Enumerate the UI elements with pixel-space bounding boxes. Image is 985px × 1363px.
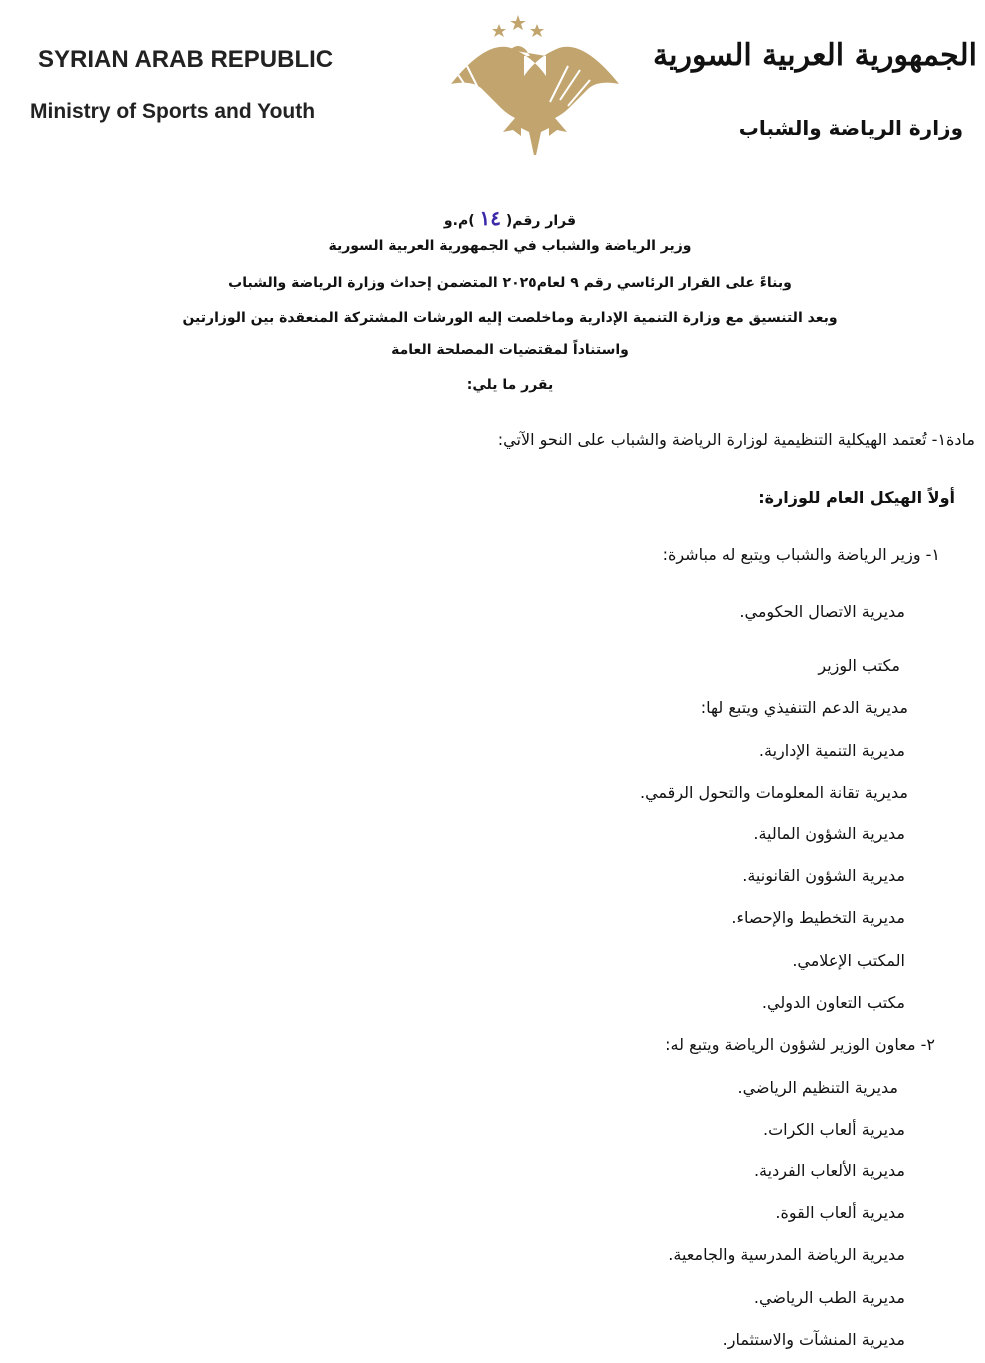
list-item: مديرية الاتصال الحكومي.	[739, 602, 905, 621]
country-name-en: SYRIAN ARAB REPUBLIC	[38, 46, 334, 73]
decision-line-2: وبناءً على القرار الرئاسي رقم ٩ لعام٢٠٢٥ المتضمن إحداث وزارة الرياضة والشباب	[228, 275, 792, 291]
list-item: مديرية الرياضة المدرسية والجامعية.	[668, 1245, 905, 1264]
ministry-name-ar: وزارة الرياضة والشباب	[738, 116, 963, 140]
decision-line-3: وبعد التنسيق مع وزارة التنمية الإدارية وماخلصت إليه الورشات المشتركة المنعقدة بين الوزارتين	[182, 310, 838, 326]
list-item: مديرية الشؤون المالية.	[753, 824, 905, 843]
decision-line-5: يقرر ما يلي:	[466, 377, 554, 393]
decision-number-handwritten: ١٤	[479, 208, 501, 230]
decision-number-suffix: )م.و	[443, 213, 475, 229]
section-1-heading: أولاً الهيكل العام للوزارة:	[758, 488, 955, 507]
list-item: مديرية الطب الرياضي.	[753, 1288, 905, 1307]
decision-line-1: وزير الرياضة والشباب في الجمهورية العربية السورية	[328, 238, 692, 254]
decision-line-4: واستناداً لمقتضيات المصلحة العامة	[391, 342, 629, 358]
country-name-ar: الجمهورية العربية السورية	[653, 38, 977, 73]
list-item: مديرية ألعاب القوة.	[775, 1203, 905, 1222]
list-item: مديرية الشؤون القانونية.	[742, 866, 905, 885]
list-item: مديرية التنظيم الرياضي.	[737, 1078, 898, 1097]
list-item: مديرية ألعاب الكرات.	[762, 1120, 905, 1139]
list-item: مديرية التنمية الإدارية.	[758, 741, 905, 760]
list-item: مديرية المنشآت والاستثمار.	[722, 1330, 905, 1349]
list-item: مكتب التعاون الدولي.	[761, 993, 905, 1012]
list-item: مديرية الألعاب الفردية.	[753, 1161, 905, 1180]
article-1: مادة١- تُعتمد الهيكلية التنظيمية لوزارة الرياضة والشباب على النحو الآتي:	[497, 430, 975, 449]
list-item: المكتب الإعلامي.	[792, 951, 905, 970]
ministry-name-en: Ministry of Sports and Youth	[30, 100, 316, 123]
eagle-emblem-icon	[415, 10, 620, 155]
list-item: مديرية تقانة المعلومات والتحول الرقمي.	[640, 783, 908, 802]
list-item: مديرية التخطيط والإحصاء.	[731, 908, 905, 927]
list-item: مديرية الدعم التنفيذي ويتبع لها:	[700, 698, 908, 717]
item-2-heading: ٢- معاون الوزير لشؤون الرياضة ويتبع له:	[665, 1035, 935, 1054]
list-item: مكتب الوزير	[818, 656, 900, 675]
decision-number-prefix: قرار رقم(	[505, 213, 577, 229]
decision-number	[0, 206, 985, 231]
item-1-heading: ١- وزير الرياضة والشباب ويتبع له مباشرة:	[662, 545, 940, 564]
